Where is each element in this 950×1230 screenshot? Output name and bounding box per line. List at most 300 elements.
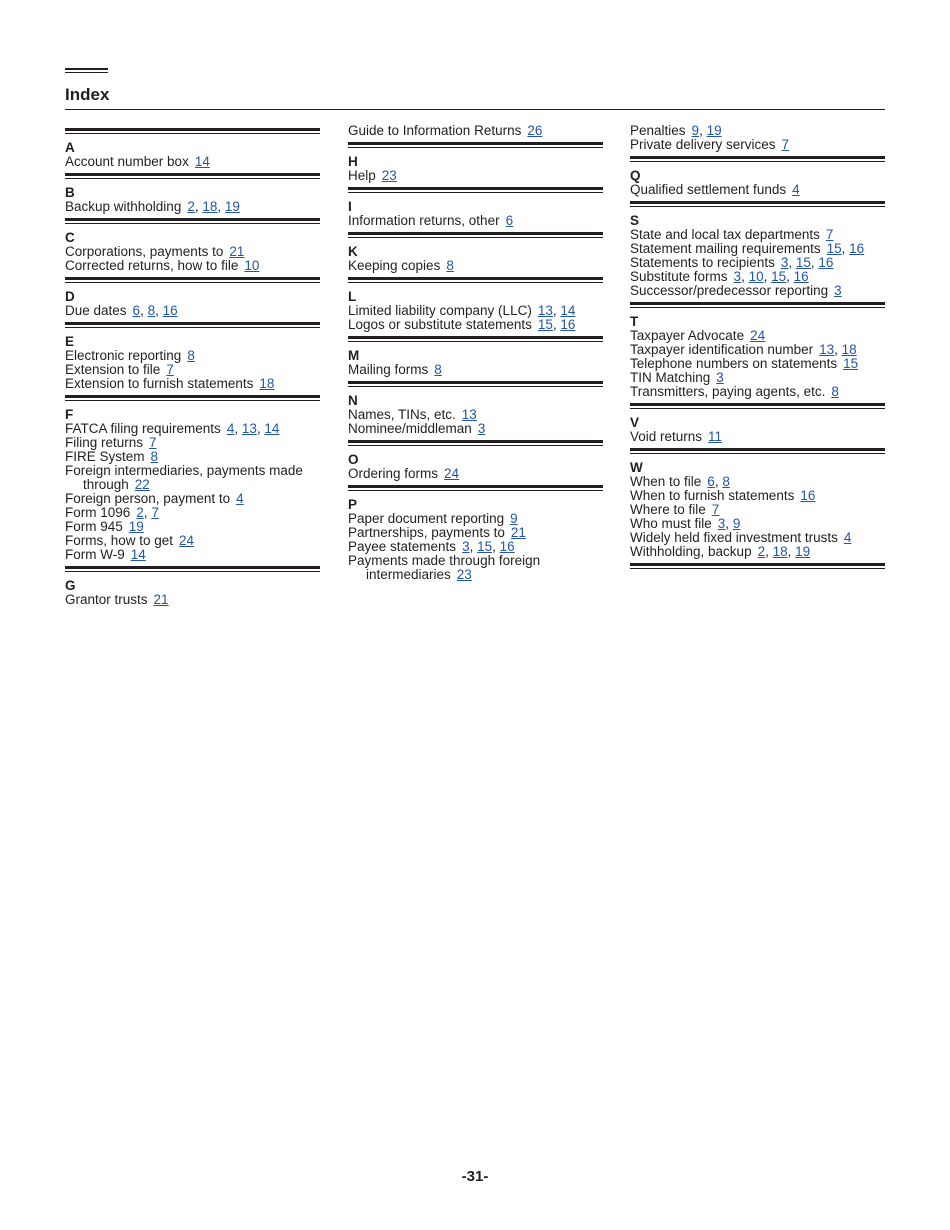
page-link[interactable]: 3 xyxy=(477,421,486,436)
index-entry xyxy=(630,517,885,531)
page-link[interactable]: 4 xyxy=(226,421,235,436)
section-divider xyxy=(65,218,320,221)
page-number: -31- xyxy=(461,1168,489,1185)
index-entry xyxy=(348,124,603,138)
section-letter: W xyxy=(630,460,643,475)
section-divider xyxy=(348,187,603,190)
page-link[interactable]: 19 xyxy=(128,519,144,534)
index-entry xyxy=(348,363,603,377)
entry-text: Payee statements xyxy=(348,539,457,554)
page-refs xyxy=(434,362,442,377)
page-link[interactable]: 7 xyxy=(151,505,159,520)
index-section-h xyxy=(348,155,603,183)
page-link[interactable]: 24 xyxy=(444,466,460,481)
page-title: Index xyxy=(65,85,110,104)
page-refs: 9, 19 xyxy=(691,123,722,138)
page-refs xyxy=(166,362,174,377)
index-section-e xyxy=(65,335,320,391)
page-link[interactable]: 18 xyxy=(202,199,218,214)
page-refs: 3, 15, 16 xyxy=(780,255,834,270)
index-section-m xyxy=(348,349,603,377)
index-entry xyxy=(630,489,885,503)
index-entry xyxy=(630,357,885,371)
entry-text: TIN Matching xyxy=(630,370,711,385)
page-refs xyxy=(151,449,159,464)
section-divider xyxy=(348,277,603,280)
page-link[interactable]: 9 xyxy=(691,123,700,138)
index-section-w xyxy=(630,461,885,559)
page-refs: 2, 7 xyxy=(136,505,159,520)
index-entry xyxy=(630,329,885,343)
section-divider xyxy=(65,395,320,398)
index-column-1 xyxy=(65,124,320,607)
index-entry xyxy=(630,343,885,357)
page-refs xyxy=(510,511,518,526)
page-link[interactable]: 9 xyxy=(510,511,518,526)
section-letter: H xyxy=(348,154,358,169)
section-divider xyxy=(630,563,885,566)
section-letter: M xyxy=(348,348,360,363)
page-link[interactable]: 8 xyxy=(147,303,156,318)
page-link[interactable]: 4 xyxy=(236,491,244,506)
page-refs xyxy=(716,370,724,385)
page-refs: 2, 18, 19 xyxy=(757,544,811,559)
page-refs: 15, 16 xyxy=(826,241,865,256)
entry-text: Private delivery services xyxy=(630,137,776,152)
index-column-3 xyxy=(630,124,885,576)
page-refs xyxy=(712,502,720,517)
section-divider xyxy=(630,201,885,204)
section-divider xyxy=(65,277,320,280)
page-refs xyxy=(843,356,858,371)
index-entry xyxy=(65,259,320,273)
entry-text: FATCA filing requirements xyxy=(65,421,221,436)
section-letter: I xyxy=(348,199,352,214)
page-link[interactable]: 9 xyxy=(732,516,741,531)
entry-text: Grantor trusts xyxy=(65,592,148,607)
page-refs xyxy=(154,592,169,607)
entry-text: Taxpayer identification number xyxy=(630,342,814,357)
page-link[interactable]: 19 xyxy=(795,544,811,559)
page-refs xyxy=(244,258,259,273)
entry-text: Forms, how to get xyxy=(65,533,174,548)
page-link[interactable]: 13 xyxy=(241,421,257,436)
page-link[interactable]: 6 xyxy=(132,303,141,318)
entry-text: Names, TINs, etc. xyxy=(348,407,456,422)
page-link[interactable]: 6 xyxy=(505,213,514,228)
page-refs: 15, 16 xyxy=(537,317,576,332)
section-letter: D xyxy=(65,289,75,304)
page-refs xyxy=(511,525,526,540)
page-refs xyxy=(782,137,790,152)
page-link[interactable]: 2 xyxy=(136,505,144,520)
page-refs: 6, 8, 16 xyxy=(132,303,178,318)
index-entry xyxy=(65,363,320,377)
index-entry xyxy=(348,259,603,273)
index-section-c xyxy=(65,231,320,273)
page-link[interactable]: 24 xyxy=(750,328,766,343)
section-letter: C xyxy=(65,230,75,245)
entry-text: Transmitters, paying agents, etc. xyxy=(630,384,826,399)
page-refs xyxy=(478,421,486,436)
page-link[interactable]: 15 xyxy=(537,317,553,332)
page-link[interactable]: 23 xyxy=(456,567,472,582)
page-refs xyxy=(195,154,210,169)
page-link[interactable]: 16 xyxy=(560,317,576,332)
section-divider xyxy=(630,302,885,305)
page-link[interactable]: 21 xyxy=(229,244,245,259)
page-link[interactable]: 11 xyxy=(708,429,723,444)
page-link[interactable]: 8 xyxy=(150,449,159,464)
page-link[interactable]: 15 xyxy=(477,539,493,554)
index-entry xyxy=(630,270,885,284)
page-refs xyxy=(844,530,852,545)
entry-continuation-text: through xyxy=(83,477,129,492)
entry-text: Corrected returns, how to file xyxy=(65,258,239,273)
entry-text: When to file xyxy=(630,474,702,489)
index-entry xyxy=(65,200,320,214)
index-section xyxy=(348,124,603,138)
page-refs xyxy=(750,328,765,343)
page-link[interactable]: 13 xyxy=(461,407,477,422)
page-link[interactable]: 6 xyxy=(707,474,715,489)
page-refs: 13, 14 xyxy=(537,303,576,318)
section-letter: B xyxy=(65,185,75,200)
index-entry xyxy=(65,534,320,548)
page-refs: 3, 10, 15, 16 xyxy=(733,269,809,284)
page-link[interactable]: 10 xyxy=(244,258,260,273)
index-entry xyxy=(348,169,603,183)
section-letter: V xyxy=(630,415,640,430)
page-link[interactable]: 2 xyxy=(757,544,766,559)
section-divider xyxy=(348,336,603,339)
entry-text: Guide to Information Returns xyxy=(348,123,522,138)
index-entry xyxy=(348,467,603,481)
index-entry xyxy=(630,503,885,517)
index-entry xyxy=(65,436,320,450)
page-refs: 3, 9 xyxy=(717,516,741,531)
index-entry xyxy=(348,512,603,526)
entry-text: Form W-9 xyxy=(65,547,125,562)
page-refs xyxy=(135,477,150,492)
index-entry xyxy=(65,492,320,506)
index-entry xyxy=(65,593,320,607)
entry-text: Statement mailing requirements xyxy=(630,241,821,256)
index-entry xyxy=(65,377,320,391)
page-refs xyxy=(506,213,514,228)
index-entry xyxy=(630,242,885,256)
section-letter: L xyxy=(348,289,357,304)
entry-text: Statements to recipients xyxy=(630,255,775,270)
entry-text: Telephone numbers on statements xyxy=(630,356,838,371)
page-link[interactable]: 14 xyxy=(130,547,146,562)
entry-text: Filing returns xyxy=(65,435,144,450)
section-letter: F xyxy=(65,407,74,422)
section-letter: P xyxy=(348,497,358,512)
title-rule xyxy=(65,109,885,110)
index-entry xyxy=(65,506,320,520)
page-refs xyxy=(129,519,144,534)
entry-text: Taxpayer Advocate xyxy=(630,328,745,343)
page-link[interactable]: 14 xyxy=(194,154,210,169)
top-decorative-rule xyxy=(65,68,108,70)
page-link[interactable]: 8 xyxy=(187,348,195,363)
index-section-s xyxy=(630,214,885,298)
entry-text: Due dates xyxy=(65,303,127,318)
page-link[interactable]: 14 xyxy=(264,421,280,436)
page-link[interactable]: 3 xyxy=(834,283,842,298)
index-entry xyxy=(630,228,885,242)
entry-continuation xyxy=(65,478,320,492)
section-divider xyxy=(348,440,603,443)
entry-text: Penalties xyxy=(630,123,686,138)
index-entry xyxy=(630,138,885,152)
page-link[interactable]: 8 xyxy=(446,258,454,273)
page-refs: 4, 13, 14 xyxy=(226,421,280,436)
section-letter: G xyxy=(65,578,76,593)
page-refs xyxy=(826,227,834,242)
page-link[interactable]: 8 xyxy=(831,384,839,399)
page-refs xyxy=(792,182,800,197)
index-entry xyxy=(348,540,603,554)
page-link[interactable]: 21 xyxy=(153,592,169,607)
page-link[interactable]: 15 xyxy=(826,241,842,256)
page-link[interactable]: 13 xyxy=(537,303,553,318)
section-divider xyxy=(348,232,603,235)
page-link[interactable]: 21 xyxy=(510,525,526,540)
page-link[interactable]: 7 xyxy=(149,435,157,450)
page-refs xyxy=(229,244,244,259)
page-refs xyxy=(831,384,839,399)
index-section-t xyxy=(630,315,885,399)
index-entry xyxy=(65,349,320,363)
entry-text: FIRE System xyxy=(65,449,145,464)
section-divider xyxy=(630,156,885,159)
entry-text: Extension to furnish statements xyxy=(65,376,254,391)
entry-text: Electronic reporting xyxy=(65,348,182,363)
index-entry xyxy=(348,526,603,540)
entry-text: When to furnish statements xyxy=(630,488,795,503)
index-column-2 xyxy=(348,124,603,582)
index-entry xyxy=(630,531,885,545)
section-divider xyxy=(348,485,603,488)
index-entry xyxy=(348,422,603,436)
page-refs xyxy=(800,488,815,503)
entry-text: Form 945 xyxy=(65,519,123,534)
page-link[interactable]: 16 xyxy=(818,255,834,270)
page-link[interactable]: 16 xyxy=(793,269,809,284)
index-entry xyxy=(348,554,603,582)
entry-text: Extension to file xyxy=(65,362,161,377)
page-link[interactable]: 23 xyxy=(381,168,397,183)
section-divider xyxy=(65,566,320,569)
index-entry xyxy=(348,304,603,318)
page-link[interactable]: 7 xyxy=(711,502,720,517)
section-divider xyxy=(65,128,320,131)
page-refs xyxy=(382,168,397,183)
index-section-f xyxy=(65,408,320,562)
index-entry xyxy=(630,545,885,559)
entry-text: Payments made through foreign xyxy=(348,553,541,568)
index-entry xyxy=(630,256,885,270)
page-link[interactable]: 18 xyxy=(259,376,275,391)
page-link[interactable]: 7 xyxy=(781,137,790,152)
page-refs xyxy=(527,123,542,138)
page-link[interactable]: 2 xyxy=(187,199,195,214)
page-refs xyxy=(708,429,722,444)
index-section-q xyxy=(630,169,885,197)
page-link[interactable]: 3 xyxy=(733,269,742,284)
page-link[interactable]: 24 xyxy=(179,533,195,548)
index-entry xyxy=(630,183,885,197)
page-refs xyxy=(179,533,194,548)
entry-continuation-text: intermediaries xyxy=(366,567,451,582)
entry-text: Qualified settlement funds xyxy=(630,182,787,197)
page-link[interactable]: 16 xyxy=(800,488,816,503)
page-refs: 3, 15, 16 xyxy=(462,539,515,554)
section-letter: E xyxy=(65,334,75,349)
page-link[interactable]: 22 xyxy=(134,477,150,492)
index-entry xyxy=(348,214,603,228)
entry-text: Foreign intermediaries, payments made xyxy=(65,463,303,478)
entry-text: Nominee/middleman xyxy=(348,421,472,436)
entry-text: Keeping copies xyxy=(348,258,441,273)
index-entry xyxy=(65,245,320,259)
index-section-o xyxy=(348,453,603,481)
page-link[interactable]: 16 xyxy=(499,539,515,554)
page-refs: 6, 8 xyxy=(707,474,730,489)
entry-text: Foreign person, payment to xyxy=(65,491,231,506)
entry-text: Backup withholding xyxy=(65,199,182,214)
page-refs xyxy=(131,547,146,562)
page-link[interactable]: 10 xyxy=(748,269,764,284)
section-divider xyxy=(348,142,603,145)
page-link[interactable]: 15 xyxy=(843,356,859,371)
page-link[interactable]: 3 xyxy=(717,516,726,531)
index-entry xyxy=(65,450,320,464)
entry-text: Information returns, other xyxy=(348,213,500,228)
entry-text: Paper document reporting xyxy=(348,511,505,526)
index-entry xyxy=(630,385,885,399)
page-link[interactable]: 8 xyxy=(434,362,442,377)
page-refs xyxy=(187,348,195,363)
index-section-n xyxy=(348,394,603,436)
page-link[interactable]: 18 xyxy=(841,342,857,357)
entry-text: Withholding, backup xyxy=(630,544,752,559)
page-refs xyxy=(444,466,459,481)
index-entry xyxy=(65,422,320,436)
page-refs xyxy=(236,491,244,506)
section-divider xyxy=(630,403,885,406)
entry-text: Substitute forms xyxy=(630,269,728,284)
index-entry xyxy=(65,304,320,318)
section-letter: O xyxy=(348,452,359,467)
index-entry xyxy=(630,430,885,444)
page-link[interactable]: 3 xyxy=(780,255,789,270)
page-link[interactable]: 7 xyxy=(166,362,174,377)
page-link[interactable]: 16 xyxy=(849,241,865,256)
section-letter: A xyxy=(65,140,75,155)
entry-text: State and local tax departments xyxy=(630,227,820,242)
page-refs xyxy=(259,376,274,391)
entry-text: Account number box xyxy=(65,154,189,169)
page-link[interactable]: 8 xyxy=(722,474,730,489)
page-refs: 13, 18 xyxy=(819,342,857,357)
index-section-l xyxy=(348,290,603,332)
section-letter: N xyxy=(348,393,358,408)
section-letter: S xyxy=(630,213,640,228)
page-link[interactable]: 19 xyxy=(706,123,722,138)
page-link[interactable]: 3 xyxy=(716,370,724,385)
page-refs xyxy=(834,283,842,298)
entry-text: Partnerships, payments to xyxy=(348,525,505,540)
entry-text: Limited liability company (LLC) xyxy=(348,303,532,318)
index-entry xyxy=(630,124,885,138)
index-section-g xyxy=(65,579,320,607)
index-section-i xyxy=(348,200,603,228)
page-link[interactable]: 18 xyxy=(772,544,788,559)
page-link[interactable]: 7 xyxy=(825,227,834,242)
entry-text: Help xyxy=(348,168,376,183)
index-entry xyxy=(65,520,320,534)
entry-text: Ordering forms xyxy=(348,466,439,481)
entry-text: Mailing forms xyxy=(348,362,429,377)
section-letter: K xyxy=(348,244,358,259)
section-letter: T xyxy=(630,314,639,329)
index-section-k xyxy=(348,245,603,273)
section-divider xyxy=(65,322,320,325)
page-link[interactable]: 14 xyxy=(560,303,576,318)
index-entry xyxy=(630,284,885,298)
page-link[interactable]: 3 xyxy=(462,539,470,554)
section-divider xyxy=(630,448,885,451)
index-entry xyxy=(348,408,603,422)
index-section-b xyxy=(65,186,320,214)
entry-text: Form 1096 xyxy=(65,505,131,520)
index-entry xyxy=(65,548,320,562)
index-entry xyxy=(65,464,320,492)
index-section-p xyxy=(348,498,603,582)
page-link[interactable]: 15 xyxy=(771,269,787,284)
index-section xyxy=(630,124,885,152)
entry-text: Where to file xyxy=(630,502,706,517)
page-refs xyxy=(462,407,477,422)
page-link[interactable]: 16 xyxy=(162,303,178,318)
page-link[interactable]: 26 xyxy=(527,123,543,138)
page-refs xyxy=(457,567,472,582)
index-entry xyxy=(630,475,885,489)
page-refs xyxy=(446,258,454,273)
page-refs: 2, 18, 19 xyxy=(187,199,240,214)
page-link[interactable]: 4 xyxy=(843,530,852,545)
page-link[interactable]: 15 xyxy=(795,255,811,270)
index-entry xyxy=(630,371,885,385)
page-refs xyxy=(149,435,157,450)
page-link[interactable]: 19 xyxy=(224,199,240,214)
entry-text: Successor/predecessor reporting xyxy=(630,283,829,298)
entry-text: Corporations, payments to xyxy=(65,244,224,259)
section-letter: Q xyxy=(630,168,641,183)
entry-text: Logos or substitute statements xyxy=(348,317,532,332)
index-section-a xyxy=(65,141,320,169)
page-link[interactable]: 13 xyxy=(819,342,835,357)
entry-text: Who must file xyxy=(630,516,712,531)
section-divider xyxy=(65,173,320,176)
section-divider xyxy=(348,381,603,384)
entry-continuation xyxy=(348,568,603,582)
page-link[interactable]: 4 xyxy=(792,182,800,197)
entry-text: Widely held fixed investment trusts xyxy=(630,530,838,545)
